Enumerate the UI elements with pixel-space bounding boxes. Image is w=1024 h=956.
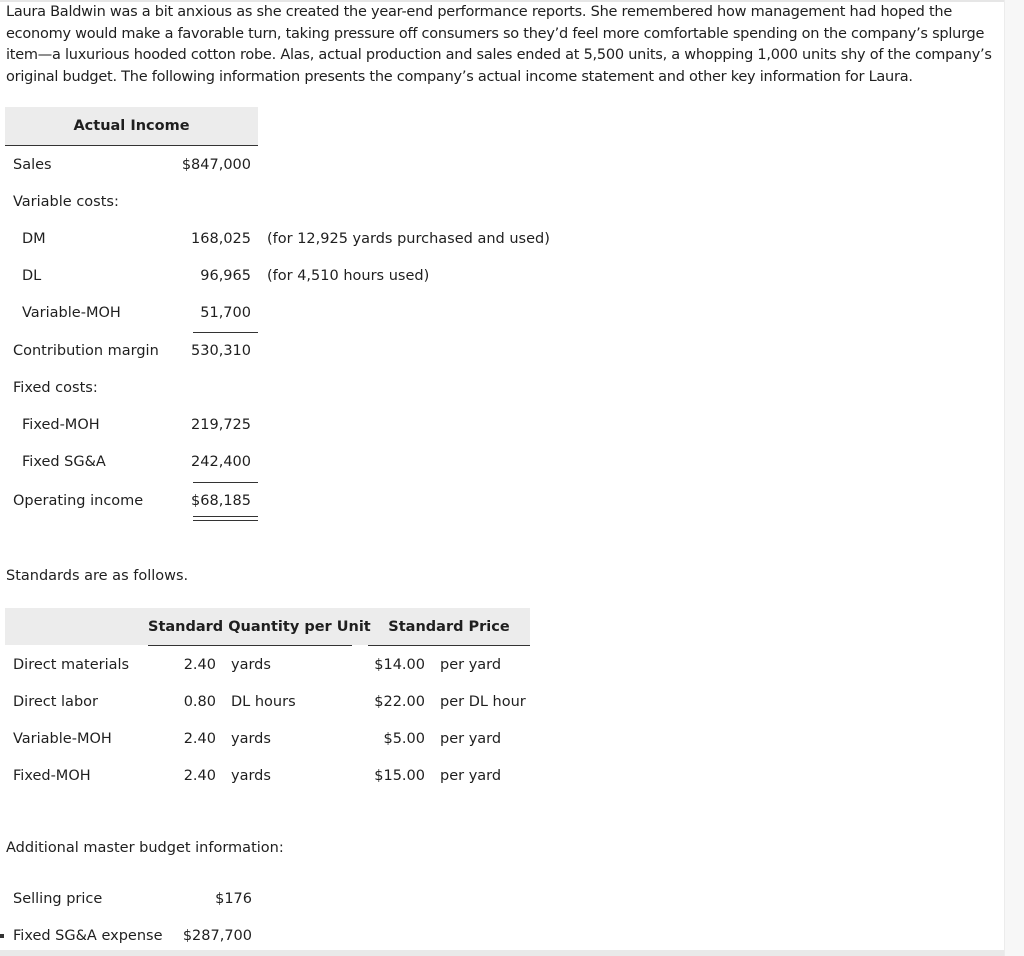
row-qty: 2.40 [183,768,216,784]
fsga-label: Fixed SG&A [22,454,106,470]
qty-header-rule [148,645,352,646]
master-budget-intro: Additional master budget information: [6,840,284,856]
dl-label: DL [22,268,42,284]
col-price-header: Standard Price [388,619,510,635]
row-qty-unit: yards [231,657,271,673]
cm-value: 530,310 [191,343,251,359]
sales-value: $847,000 [181,157,251,173]
fixed-sga-expense-label: Fixed SG&A expense [13,928,163,944]
vmoh-label: Variable-MOH [22,305,121,321]
cm-label: Contribution margin [13,343,159,359]
standards-intro: Standards are as follows. [6,568,189,584]
row-label: Direct materials [13,657,130,673]
dm-label: DM [22,231,46,247]
row-qty-unit: DL hours [231,694,296,710]
intro-paragraph: Laura Baldwin was a bit anxious as she created the year-end performance reports. She remembered how management had hoped the economy would make a favorable turn, taking pressure off consumers so they’d feel more comfortable spending on the company’s splurge item—a luxurious hooded cotton robe. Alas, actual production and sales ended at 5,500 units, a whopping 1,000 units shy of the company’s original budget. The following information presents the company’s actual income statement and other key information for Laura. [6,4,992,85]
row-qty: 2.40 [183,657,216,673]
dl-note: (for 4,510 hours used) [267,268,430,284]
row-label: Direct labor [13,694,98,710]
income-header: Actual Income [73,118,190,134]
row-price: $5.00 [383,731,425,747]
double-rule-bottom [193,520,258,521]
row-qty-unit: yards [231,731,271,747]
fmoh-label: Fixed-MOH [22,417,100,433]
col-qty-header: Standard Quantity per Unit [148,619,371,635]
oi-value: $68,185 [191,493,251,509]
row-price-unit: per DL hour [440,694,526,710]
sales-label: Sales [13,157,52,173]
row-qty: 0.80 [183,694,216,710]
row-price: $14.00 [374,657,425,673]
row-label: Variable-MOH [13,731,112,747]
row-price-unit: per yard [440,657,502,673]
row-qty-unit: yards [231,768,271,784]
subtotal-rule-2 [193,482,258,483]
subtotal-rule [193,332,258,333]
row-price: $22.00 [374,694,425,710]
row-qty: 2.40 [183,731,216,747]
header-rule [5,145,258,146]
bullet-mark [0,934,4,938]
row-price-unit: per yard [440,731,502,747]
oi-label: Operating income [13,493,144,509]
selling-price-label: Selling price [13,891,103,907]
fixed-sga-expense-value: $287,700 [182,928,252,944]
row-price: $15.00 [374,768,425,784]
double-rule-top [193,516,258,517]
scrollbar[interactable] [1004,0,1024,956]
price-header-rule [368,645,530,646]
fixed-costs-label: Fixed costs: [13,380,98,396]
bottom-edge [0,950,1004,956]
variable-costs-label: Variable costs: [13,194,119,210]
selling-price-value: $176 [215,891,252,907]
fmoh-value: 219,725 [191,417,251,433]
dl-value: 96,965 [200,268,251,284]
dm-note: (for 12,925 yards purchased and used) [267,231,550,247]
row-label: Fixed-MOH [13,768,91,784]
vmoh-value: 51,700 [200,305,251,321]
fsga-value: 242,400 [191,454,251,470]
dm-value: 168,025 [191,231,251,247]
row-price-unit: per yard [440,768,502,784]
